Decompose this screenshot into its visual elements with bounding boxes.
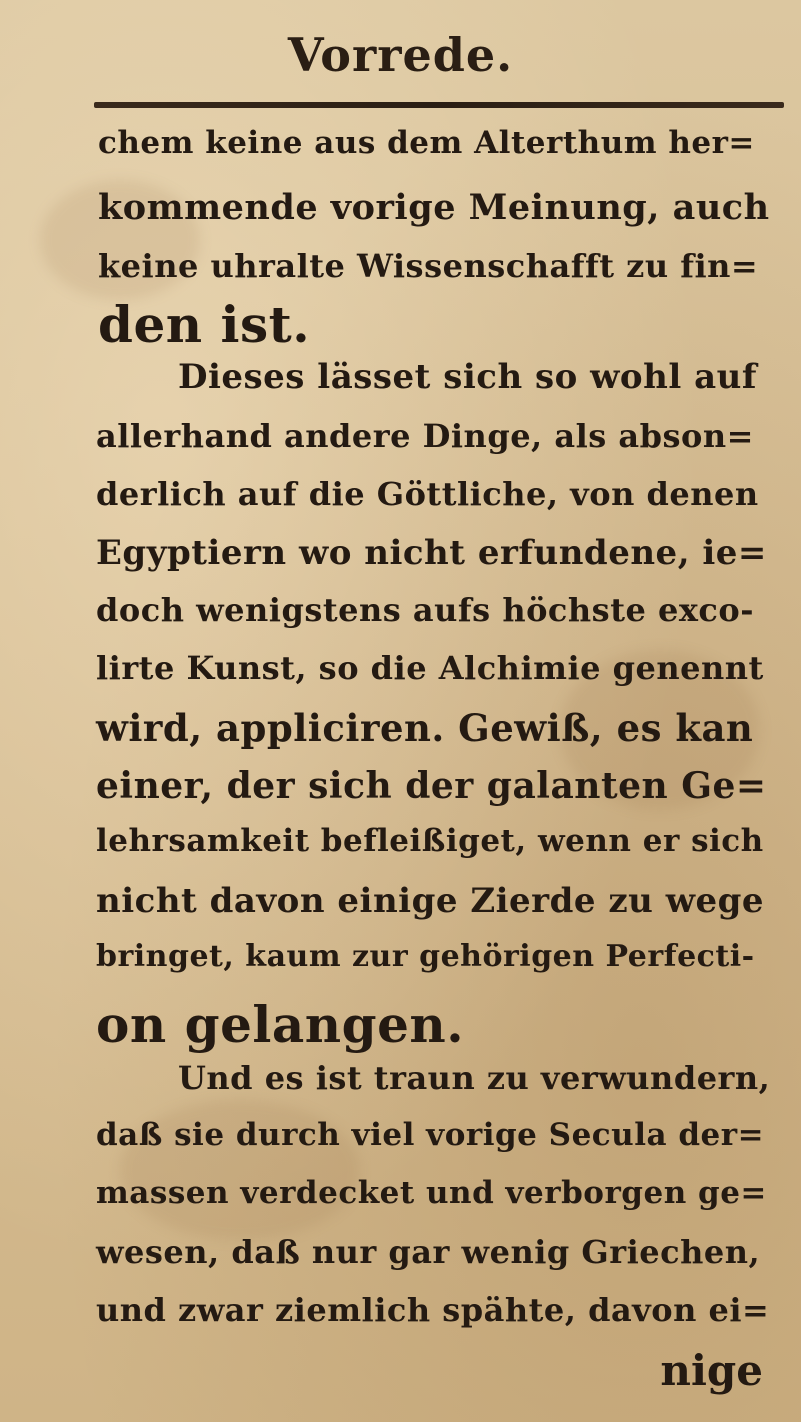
text-line: wird, appliciren. Gewiß, es kan xyxy=(96,706,754,750)
text-line: allerhand andere Dinge, als abson= xyxy=(96,417,754,455)
text-line: und zwar ziemlich spähte, davon ei= xyxy=(96,1291,770,1329)
text-line: lirte Kunst, so die Alchimie genennt xyxy=(96,649,764,687)
text-line: einer, der sich der galanten Ge= xyxy=(96,765,767,807)
text-line: bringet, kaum zur gehörigen Perfecti- xyxy=(96,939,755,974)
text-line: daß sie durch viel vorige Secula der= xyxy=(96,1117,765,1153)
text-line: derlich auf die Göttliche, von denen xyxy=(96,475,759,513)
running-head: Vorrede. xyxy=(287,28,514,82)
text-line: Dieses lässet sich so wohl auf xyxy=(178,357,757,397)
text-line: wesen, daß nur gar wenig Griechen, xyxy=(96,1233,761,1271)
catchword: nige xyxy=(660,1346,763,1395)
text-line: lehrsamkeit befleißiget, wenn er sich xyxy=(96,823,764,859)
text-line: keine uhralte Wissenschafft zu fin= xyxy=(98,247,759,285)
text-line: Und es ist traun zu verwundern, xyxy=(178,1059,771,1097)
text-line: den ist. xyxy=(98,295,311,354)
header-rule xyxy=(94,102,784,108)
text-line: nicht davon einige Zierde zu wege xyxy=(96,881,765,921)
text-line: kommende vorige Meinung, auch xyxy=(98,187,770,228)
text-line: Egyptiern wo nicht erfundene, ie= xyxy=(96,533,767,573)
text-line: on gelangen. xyxy=(96,995,465,1054)
text-line: massen verdecket und verborgen ge= xyxy=(96,1175,767,1211)
text-line: chem keine aus dem Alterthum her= xyxy=(98,125,755,161)
text-line: doch wenigstens aufs höchste exco- xyxy=(96,591,755,629)
